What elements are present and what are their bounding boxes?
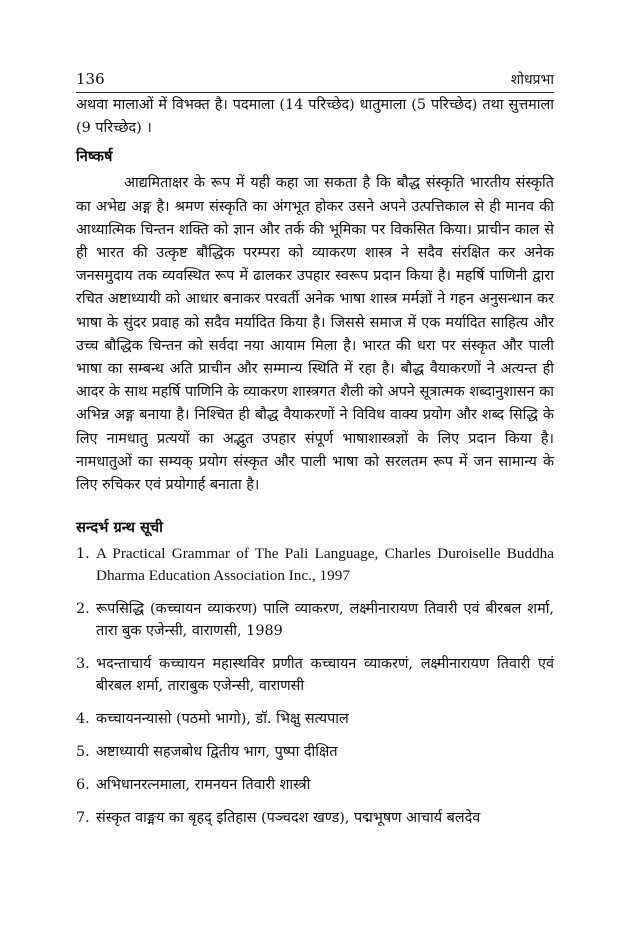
reference-text: अष्टाध्यायी सहजबोध द्वितीय भाग, पुष्पा दीक्षित bbox=[96, 744, 338, 761]
running-head: शोधप्रभा bbox=[510, 72, 554, 88]
reference-number: 4. bbox=[76, 711, 90, 728]
reference-item bbox=[76, 653, 554, 697]
reference-item bbox=[76, 543, 554, 587]
reference-number: 2. bbox=[76, 601, 90, 618]
reference-item bbox=[76, 774, 554, 796]
reference-text: कच्चायनन्यासो (पठमो भागो), डॉ. भिक्षु सत्यपाल bbox=[96, 711, 349, 728]
reference-list bbox=[76, 543, 554, 829]
reference-text: रूपसिद्धि (कच्चायन व्याकरण) पालि व्याकरण, लक्ष्मीनारायण तिवारी एवं बीरबल शर्मा, तारा बुक एजेन्सी, वाराणसी, 1989 bbox=[96, 601, 554, 640]
reference-text: अभिधानरत्नमाला, रामनयन तिवारी शास्त्री bbox=[96, 777, 311, 794]
reference-item bbox=[76, 708, 554, 730]
reference-number: 1. bbox=[76, 546, 90, 563]
reference-number: 5. bbox=[76, 744, 90, 761]
page-number: 136 bbox=[76, 70, 105, 88]
reference-number: 7. bbox=[76, 810, 90, 827]
reference-item bbox=[76, 598, 554, 642]
reference-text: भदन्ताचार्य कच्चायन महास्थविर प्रणीत कच्चायन व्याकरणं, लक्ष्मीनारायण तिवारी एवं बीरबल शर्मा, ताराबुक एजेन्सी, वाराणसी bbox=[96, 656, 554, 695]
reference-text: संस्कृत वाङ्मय का बृहद् इतिहास (पञ्चदश खण्ड), पद्मभूषण आचार्य बलदेव bbox=[96, 810, 481, 827]
page-header bbox=[76, 70, 554, 93]
reference-text: A Practical Grammar of The Pali Language, Charles Duroiselle Buddha Dharma Education Association Inc., 1997 bbox=[96, 545, 554, 585]
conclusion-heading: निष्कर्ष bbox=[76, 148, 113, 166]
page-content bbox=[76, 94, 554, 840]
reference-item bbox=[76, 807, 554, 829]
intro-paragraph: अथवा मालाओं में विभक्त है। पदमाला (14 परिच्छेद) धातुमाला (5 परिच्छेद) तथा सुत्तमाला (9 परिच्छेद) । bbox=[76, 97, 554, 137]
conclusion-paragraph: आद्यमिताक्षर के रूप में यही कहा जा सकता है कि बौद्ध संस्कृति भारतीय संस्कृति का अभेद्य अङ्ग है। श्रमण संस्कृति का अंगभूत होकर उसने अपने उत्पत्तिकाल से ही मानव की आध्यात्मिक चिन्तन शक्ति को ज्ञान और तर्क की भूमिका पर विकसित किया। प्राचीन काल से ही भारत की उत्कृष्ट बौद्धिक परम्परा को व्याकरण शास्त्र ने सदैव संरक्षित कर अनेक जनसमुदाय तक व्यवस्थित रूप में ढालकर उपहार स्वरूप प्रदान किया है। महर्षि पाणिनी द्वारा रचित अष्टाध्यायी को आधार बनाकर परवर्ती अनेक भाषा शास्त्र मर्मज्ञों ने गहन अनुसन्धान कर भाषा के सुंदर प्रवाह को सदैव मर्यादित किया है। जिससे समाज में एक मर्यादित साहित्य और उच्च बौद्धिक चिन्तन को सर्वदा नया आयाम मिला है। भारत की धरा पर संस्कृत और पाली भाषा का सम्बन्ध अति प्राचीन और सम्मान्य स्थिति में रहा है। बौद्ध वैयाकरणों ने अत्यन्त ही आदर के साथ महर्षि पाणिनि के व्याकरण शास्त्रगत शैली को अपने सूत्रात्मक शब्दानुशासन का अभिन्न अङ्ग बनाया है। निश्चित ही बौद्ध वैयाकरणों ने विविध वाक्य प्रयोग और शब्द सिद्धि के लिए नामधातु प्रत्ययों का अद्भुत उपहार संपूर्ण भाषाशास्त्रज्ञों के लिए प्रदान किया है। नामधातुओं का सम्यक् प्रयोग संस्कृत और पाली भाषा को सरलतम रूप में जन सामान्य के लिए रुचिकर एवं प्रयोगार्ह बनाता है। bbox=[76, 175, 554, 494]
reference-item bbox=[76, 741, 554, 763]
reference-number: 3. bbox=[76, 656, 90, 673]
references-heading: सन्दर्भ ग्रन्थ सूची bbox=[76, 519, 163, 537]
reference-number: 6. bbox=[76, 777, 90, 794]
